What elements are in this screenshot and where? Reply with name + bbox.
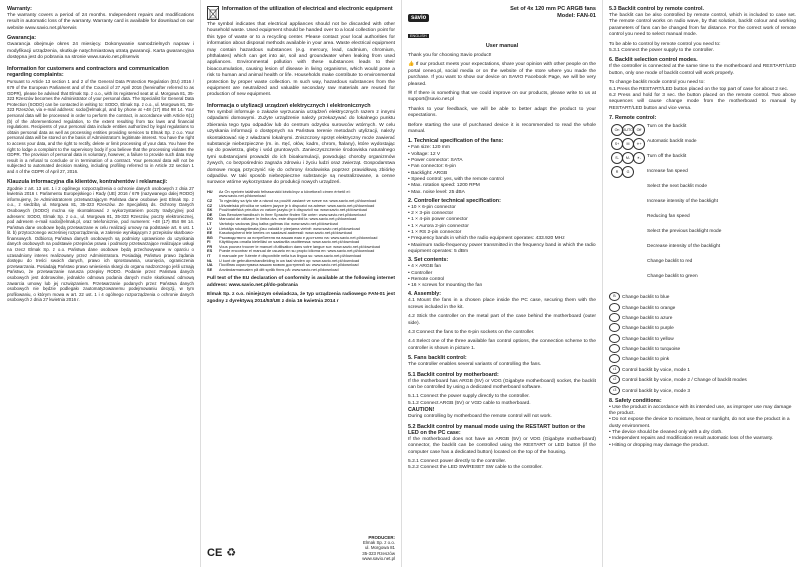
opinion-text: [408, 62, 596, 88]
list-item: • 10 × 6-pin connector: [408, 205, 596, 211]
producer-line: Elmak Sp. z o.o.: [363, 540, 395, 546]
remote-button: [609, 303, 620, 312]
remote-button-label: Turn off the backlit: [647, 154, 687, 160]
recycle-icon: ♻: [226, 547, 237, 559]
list-item: • 1 × RS 2-pin connector: [408, 230, 596, 236]
remote-button-label: Change backlit to orange: [622, 305, 676, 311]
remote-button-label: Control backlit by voice, mode 3: [622, 388, 690, 394]
language-code: SE: [207, 266, 213, 272]
list-item: • Frequency bands in which the radio equipment operates: 433.920 MHz: [408, 236, 596, 242]
producer-line: PRODUCER:: [368, 534, 395, 540]
remote-button-label: Control backlit by voice, mode 2 / Change of backlit modes: [622, 377, 747, 383]
remote-button: G: [622, 166, 634, 178]
info-pl-heading: Klauzula informacyjna dla klientów, kontrahentów i reklamacji:: [7, 178, 168, 185]
mb-control-text: If the motherboard has ARGB (5V) or VDG (Gigabyte motherboard) socket, the backlit can be controlled by using a dedicated motherboard software.: [408, 378, 596, 391]
fan-spec-heading: 1. Technical specification of the fans:: [408, 138, 504, 145]
remote-diagram: [609, 122, 796, 292]
language-text: Lietotāja rokasgrāmata jūsu valodā ir pieejama vietnē: www.savio.net.pl/download: [219, 225, 360, 231]
remote-button-label: Increase intensity of the backlight: [647, 199, 718, 205]
weee-pl-text: Ten symbol informuje o zakazie wyrzucania urządzeń elektrycznych razem z innymi odpadami domowymi. Zużyte urządzenie należy przekazywać do lokalnego punktu zbierania tego typu odpadów lub do centrum odzysku surowców wtórnych. W celu uzyskania informacji o dostępnych na Państwa terenie metodach utylizacji, należy skontaktować się z władzami lokalnymi. Zniszczony sprzęt elektryczny może zawierać substancje niebezpieczne (m. in. rtęć, ołów, kadm, chrom, ftalany), które wydostając się do powietrza, gleby i wód gruntowych. Zanieczyszczenie środowiska naturalnego tymi substancjami prowadzi do ich bioakumulacji, powodując choroby organizmów żywych, co bezpośrednio zagraża zdrowiu i życiu ludzi oraz zwierząt. Gospodarstwa domowe mogą przyczynić się do ochrony środowiska poprzez prawidłową zbiórkę odpadów. W taki sposób niebezpieczne substancje są neutralizowane, a cenne surowce wtórne wykorzystane do produkcji nowych urządzeń.: [207, 109, 395, 186]
remote-button-label: Change backlit to pink: [622, 357, 670, 363]
list-item: • Fan size: 120 mm: [408, 145, 596, 151]
language-text: Посібник користувача вашою мовою доступний за: www.savio.net.pl/download: [219, 262, 359, 268]
manual-control-heading: 5.2 Backlit control by manual mode using the RESTART button or the LED on the PC case:: [408, 423, 586, 436]
remote-button-label: Change backlit to turquoise: [622, 346, 681, 352]
remote-button-label: Control backlit by voice, mode 1: [622, 367, 690, 373]
declaration-pl: Elmak Sp. z o.o. niniejszym oświadcza, że typ urządzenia radiowego FAN-01 jest zgodny z dyrektywą 2014/53/UE z dnia 16 kwietnia 2014 r: [207, 292, 395, 304]
list-item: • Fan connector: 6-pin: [408, 164, 596, 170]
remote-color-row: [609, 292, 796, 302]
list-item: • 1 × 4-pin power connector: [408, 217, 596, 223]
savio-logo: savio: [408, 14, 429, 22]
step-522: 5.2.2 Connect the LED SW/RESET SW cable to the controller.: [408, 465, 543, 471]
safety-item: • Do not expose the device to moisture, heat or sunlight, do not use the product in a dusty environment.: [609, 417, 796, 430]
product-title: Set of 4x 120 mm PC ARGB fans: [510, 6, 596, 12]
backlit-control-heading: 5. Fans backlit control:: [408, 355, 467, 362]
language-code: RO: [207, 216, 213, 222]
remote-button: AUTO: [622, 124, 634, 136]
remote-button-label: Change backlit to azure: [622, 315, 673, 321]
language-text: Uživatelská příručka ve vašem jazyce je k dispozici na adrese: www.savio.net.pl/download: [219, 202, 375, 208]
language-code: UA: [207, 262, 213, 268]
safety-item: • Hitting or dropping may damage the product.: [609, 443, 796, 449]
language-code: ES: [207, 248, 213, 254]
caution-text: During controlling by motherboard the remote control will not work.: [408, 414, 552, 420]
language-code: LV: [207, 225, 212, 231]
list-item: • Voltage: 12 V: [408, 152, 596, 158]
language-list: [207, 190, 395, 273]
set-contents-heading: 3. Set contents:: [408, 257, 449, 264]
set-contents-list: [408, 264, 596, 289]
remote-color-row: [609, 323, 796, 333]
safety-list: [609, 405, 796, 449]
user-manual-title: User manual: [485, 43, 519, 49]
info-en-text: Pursuant to Article 13 section 1 and 2 of the General Data Protection Regulation (EU) 2016 / 679 of the European Parliament and of the Council of 27 April 2016 (hereinafter referred to as GDPR), please be advised that Elmak Sp. z o.o., with its registered seat at ul. Morgowa 81, 35-323 Rzeszów becomes the Administrator of your personal data. The Specialist for General Data Protection (SODO) can be contacted in writing to: SODO, Elmak Sp. z o.o., ul. Morgowa 81, 35-323 Rzeszów, via e-mail address: sodo@elmak.pl, and by phone at +48 (17) 854 98 14. Your personal data will be processed in order to perform the contract, in accordance with Article 6(1)(b) of the aforementioned regulation, to the extent resulting from tax laws and financial regulations. Recipients of your personal data include entities authorized by legal regulations to obtain personal data as well as processing entities providing services to Elmak Sp. z o.o. Your personal data will be stored on the basis of Administrator's legitimate interest. You have the right to access your data, and the right to rectify, delete or limit processing of your data. You have the right to lodge a complaint to the supervisory body if you believe that the processing violates the GDPR. The provision of personal data is voluntary, however, a failure to provide such data may result in a refusal to conclude or in termination of a contract. Your personal data will not be subjected to automated decision making, including profiling referred to in Article 22 section 1 and 4 of the GDPR of April 27, 2016.: [7, 79, 194, 174]
remote-color-row: [609, 303, 796, 313]
remote-button: [609, 313, 620, 322]
info-pl-text: Zgodnie z art. 13 ust. 1 i 2 ogólnego rozporządzenia o ochronie danych osobowych z dnia 27 kwietnia 2016 r. Parlamentu Europejskiego i Rady (UE) 2016 / 679 (nazywanego dalej RODO) informujemy, że Administratorem przetwarzającym Państwa dane osobowe jest Elmak Sp. z o.o., z siedzibą ul. Morgowa 81, 35-323 Rzeszów. Ze Specjalistą ds. Ochrony Danych Osobowych (SODO) można się skontaktować z wykorzystaniem poczty tradycyjnej pod adresem: SODO, Elmak Sp. z o.o., ul. Morgowa 81, 35-323 Rzeszów, poczty elektronicznej, pod adresem e-mail sodo@elmak.pl, oraz telefonicznie, pod numerem: +48 (17) 854 98 14. Państwa dane osobowe będą przetwarzane w celu realizacji umowy na podstawie art. 6 ust. 1 lit. b) przytoczonego wcześniej rozporządzenia, w zakresie wynikającym z przepisów skarbowo-finansowych. Odbiorcą Państwa danych osobowych są podmioty uprawnione do uzyskania danych osobowych na podstawie przepisów prawa i podmioty przetwarzające realizujące usługi na rzecz Elmak Sp. z o.o. Państwa dane osobowe będą przechowywane w oparciu o uzasadniony interes realizowany przez Administratora. Posiadają Państwo prawo żądania dostępu do treści swoich danych, prawo ich sprostowania, usunięcia, ograniczenia przetwarzania. Posiadają Państwo prawo wniesienia skargi do organu nadzorczego jeśli uznają Państwo, że przetwarzanie narusza przepisy RODO. Podanie przez Państwa danych osobowych jest dobrowolne, jednakże odmowa podania danych może skutkować odmową zawarcia umowy lub jej rozwiązaniem. Przetwarzanie podanych przez Państwa danych osobowych nie będzie podlegało zautomatyzowanemu podejmowaniu decyzji, w tym profilowaniu, o którym mowa w art. 22 ust. 1 i 4 ogólnego rozporządzenia o ochronie danych osobowych z dnia 27 kwietnia 2016 r.: [7, 185, 194, 303]
remote-button: [609, 334, 620, 343]
list-item: • Controller: [408, 271, 596, 277]
remote-color-row: [609, 344, 796, 354]
remote-button: [609, 344, 620, 353]
warranty-pl-text: Gwarancja obejmuje okres 24 miesięcy. Dokonywanie samodzielnych napraw i modyfikacji urządzenia, skutkuje natychmiastową utratą gwarancji. Karta gwarancyjna dostępna jest do pobrania na stronie www.savio.net.pl/serwis: [7, 42, 194, 61]
mode-selection-text: If the controller is connected at the same time to the motherboard and RESTART/LED button, only one mode of backlit control will work properly.: [609, 64, 796, 76]
list-item: • Max. rotation speed: 1200 RPM: [408, 183, 596, 189]
weee-pl-heading: Informacja o utylizacji urządzeń elektrycznych i elektronicznych: [207, 102, 371, 109]
list-item: • 1 × Aurora 2-pin connector: [408, 224, 596, 230]
remote-button: ♪3: [609, 386, 620, 395]
crossed-bin-icon: [207, 6, 219, 20]
backlit-intro: The controller enables several variants of controlling the fans.: [408, 362, 542, 368]
thanks-text: Thank you for choosing Savio product!: [408, 53, 492, 58]
caution-heading: CAUTION!: [408, 407, 435, 414]
column-weee: [201, 0, 401, 567]
list-item: • Max. noise level: 25 dBA: [408, 190, 596, 196]
language-text: Vartotojo vadovas jūsų kalba galimas čia: www.savio.net.pl/download: [219, 220, 338, 226]
language-text: Käyttöopas omalla kielelläsi on saatavilla osoitteessa: www.savio.net.pl/download: [219, 239, 360, 245]
declaration-en: Full text of the EU declaration of conformity is available at the following internet address: www.savio.net.pl/do-pobrania: [207, 276, 395, 288]
remote-button: Off: [633, 124, 645, 136]
remote-control-text: The backlit can be also controlled by remote control, which is included to case set. The remote control works on radio wave, by that solution, backlit colour and working parameters of fans can be changed from far distance. For the correct work of remote control you need to select manual mode.: [609, 13, 796, 38]
mode-selection-heading: 6. Backlit selection control modes.: [609, 57, 698, 64]
improve-body: If there is something that we could improve on our products, please write to us at support@savio.net.pl: [408, 91, 596, 103]
language-text: Používateľská príručka vo vašom jazyku je k dispozícii na: www.savio.net.pl/download: [219, 207, 367, 213]
language-text: Ръководството за потребителя на вашия език е достъпно на: www.savio.net.pl/download: [219, 234, 378, 240]
language-code: BG: [207, 234, 213, 240]
safety-item: • Use the product in accordance with its intended use, as improper use may damage the product.: [609, 405, 796, 418]
column-warranty-gdpr: [0, 0, 200, 567]
language-text: Kasutusjuhend teie keeles on saadaval aadressil: www.savio.net.pl/download: [219, 230, 353, 236]
list-item: • 4 × ARGB fan: [408, 264, 596, 270]
producer-line: www.savio.net.pl: [362, 555, 395, 561]
column-manual-en: [402, 0, 602, 567]
step-531: 5.3.1 Connect the power supply to the controller.: [609, 48, 714, 54]
remote-button: M-: [622, 152, 634, 164]
remote-button: ☀-: [633, 152, 645, 164]
language-code: FR: [207, 243, 213, 249]
remote-control-text-2: To be able to control by remote control you need to:: [609, 41, 721, 47]
language-code: NL: [207, 257, 213, 263]
language-text: Vous pouvez trouver le manuel d'utilisation dans votre langue sur: www.savio.net.pl/download: [219, 243, 381, 249]
list-item: • 16 × screws for mounting the fan: [408, 283, 596, 289]
assembly-step: 4.1 Mount the fans in a chosen place inside the PC case, securing them with the screws included in the kit.: [408, 298, 596, 310]
assembly-heading: 4. Assembly:: [408, 291, 442, 298]
remote-button: S-: [611, 152, 623, 164]
language-code: CZ: [207, 202, 213, 208]
language-text: Användarmanualen på ditt språk finns på: www.savio.net.pl/download: [219, 266, 339, 272]
language-code: CZ: [207, 197, 213, 203]
remote-button: R: [611, 166, 623, 178]
step-61: 6.1 Press the RESTART/LED button placed on the top part of case for about 2 sec.: [609, 86, 789, 92]
list-item: • Power connector: SATA: [408, 158, 596, 164]
language-text: U kunt de gebruikershandleiding in uw taal vinden op: www.savio.net.pl/download: [219, 257, 360, 263]
info-en-heading: Information for customers and contractors and communication regarding complaints:: [7, 66, 169, 79]
remote-color-row: [609, 386, 796, 396]
mode-selection-text-2: To change backlit mode control you need to:: [609, 80, 705, 86]
product-model: Model: FAN-01: [557, 12, 596, 19]
remote-color-row: [609, 313, 796, 323]
remote-button-label: Change backlit to yellow: [622, 336, 674, 342]
remote-button-label: Change backlit to purple: [622, 326, 674, 332]
list-item: • Speed control: yes, with the remote control: [408, 177, 596, 183]
warranty-en-heading: Warranty:: [7, 6, 32, 12]
remote-button-label: Turn on the backlit: [647, 124, 687, 130]
remote-control-heading: 5.3 Backlit control by remote control.: [609, 6, 704, 12]
mail-icon: ✉: [408, 91, 414, 97]
language-text: Il manuale per l'utente è disponibile nella tua lingua su: www.savio.net.pl/download: [219, 253, 362, 259]
like-icon: 👍: [408, 62, 416, 68]
remote-button: [609, 354, 620, 363]
safety-item: • The device should be cleaned only with a dry cloth.: [609, 430, 796, 436]
list-item: • Remote control: [408, 277, 596, 283]
step-521: 5.2.1 Connect power directly to the controller.: [408, 458, 507, 464]
language-code: EE: [207, 230, 213, 236]
list-item: • Backlight: ARGB: [408, 171, 596, 177]
remote-color-list: [609, 292, 796, 396]
remote-button: On: [611, 124, 623, 136]
remote-button: ♪2: [609, 375, 620, 384]
remote-button-label: Decrease intensity of the backlight: [647, 244, 721, 250]
language-text: To nyjedzky sa tyto ste a návod na použití zaslané ve sveze na: www.savio.net.pl/download: [219, 197, 377, 203]
remote-button-label: Select the next backlit mode: [647, 184, 707, 190]
manual-control-text: If the motherboard does not have an ARGB (5V) or VDG (Gigabyte motherboard) connector, the backlit can be controlled using the RESTART or LED button (if the computer case has a dedicated button) located on the top of the housing.: [408, 436, 596, 455]
warranty-en-text: The warranty covers a period of 24 months. Independent repairs and modifications result in automatic loss of the warranty. Warranty card is available for download on our website www.savio.net.pl/serwis: [7, 13, 194, 31]
assembly-step: 4.2 Stick the controller on the metal part of the case behind the motherboard (outer side).: [408, 314, 596, 326]
fan-spec-list: [408, 145, 596, 195]
warranty-pl-heading: Gwarancja:: [7, 35, 37, 42]
producer-line: 35-323 Rzeszów: [362, 550, 395, 556]
assembly-step: 4.4 Select one of the three available fan control options, the connection scheme to the controller is shown in picture 1.: [408, 339, 596, 351]
remote-button: S+: [611, 138, 623, 150]
mb-control-heading: 5.1 Backlit control by motherboard:: [408, 371, 499, 378]
remote-color-row: [609, 334, 796, 344]
opinion-body: If our product meets your expectations, share your opinion with other people on the portal ceneo.pl, social media or on the website of the store where you made the purchase. If you want to show our device on SAVIO Facebook Page, we will be very pleased.: [408, 62, 596, 87]
remote-button: M: [622, 138, 634, 150]
improve-text: [408, 91, 596, 104]
remote-button-label: Change backlit to green: [647, 274, 698, 280]
list-item: • Maximum radio-frequency power transmitted in the frequency band in which the radio equipment operates: 5 dBm: [408, 243, 596, 256]
safety-heading: 8. Safety conditions:: [609, 397, 662, 404]
remote-button-label: Reducing fan speed: [647, 214, 690, 220]
language-code: LT: [207, 220, 212, 226]
remote-button-label: Select the previous backlight mode: [647, 229, 722, 235]
language-code: FI: [207, 239, 211, 245]
safety-item: • Independent repairs and modification result automatic loss of the warranty.: [609, 436, 796, 442]
remote-color-row: [609, 375, 796, 385]
language-text: Az Ön nyelvén található felhasználói kézikönyv a következő címen érhető el: www.savio.net.pl/download: [218, 188, 351, 199]
producer-line: ul. Morgowa 81: [364, 545, 395, 551]
controller-spec-heading: 2. Controller technical specification:: [408, 197, 501, 204]
remote-button-label: Change backlit to blue: [622, 295, 670, 301]
step-512: 5.1.2 Connect ARGB (5V) or VGD cable to motherboard.: [408, 400, 531, 406]
language-label: ENGLISH: [410, 34, 427, 38]
language-row: [207, 268, 395, 273]
assembly-step: 4.3 Connect the fans to the 6-pin sockets on the controller.: [408, 330, 535, 336]
remote-heading: 7. Remote control:: [609, 115, 657, 122]
remote-button-label: Automatic backlit mode: [647, 139, 697, 145]
ce-mark-icon: CE: [207, 547, 223, 559]
producer-block: [362, 535, 395, 561]
language-text: Das Benutzerhandbuch in Ihrer Sprache finden Sie unter: www.savio.net.pl/download: [219, 211, 366, 217]
controller-spec-list: [408, 205, 596, 255]
language-text: Manualul de utilizare în limba dvs. este disponibil la: www.savio.net.pl/download: [219, 216, 357, 222]
language-code: IT: [207, 253, 211, 259]
remote-button: B: [609, 292, 620, 301]
remote-color-row: [609, 365, 796, 375]
feedback-text: Thanks to your feedback, we will be able to better adapt the product to your expectations.: [408, 106, 596, 119]
step-62: 6.2 Press and hold for 3 sec. the button placed on the remote control. Two above sequences will cause change mode from the motherboard to manual by RESTART/LED button and vice versa.: [609, 93, 796, 111]
language-text: Puede encontrar el manual de usuario en su propio idioma en: www.savio.net.pl/download: [219, 248, 375, 254]
language-code: DE: [207, 211, 213, 217]
remote-button: ☀+: [633, 138, 645, 150]
remote-button-label: Change backlit to red: [647, 259, 693, 265]
remote-button: [609, 323, 620, 332]
list-item: • 2 × 3-pin connector: [408, 211, 596, 217]
remote-button: ♪1: [609, 365, 620, 374]
remote-button-label: Increase fan speed: [647, 169, 688, 175]
assembly-steps: [408, 298, 596, 352]
language-code: HU: [207, 188, 213, 194]
weee-heading: Information of the utilization of electrical and electronic equipment: [222, 6, 393, 12]
before-use-text: Before starting the use of purchased device it is recommended to read the whole manual.: [408, 122, 596, 135]
column-remote: [603, 0, 802, 567]
weee-en-text: The symbol indicates that electrical appliances should not be discarded with other household waste. Used equipment should be handed over to a local collection point for this type of waste or to a recycling center. Please contact your local authorities for information about disposal methods available in your area. Waste electrical equipment may contain hazardous substances (e.g. mercury, lead, cadmium, chromium, phthalates) which can get into air, soil and groundwater when leaking from used appliances. Environmental pollution with these substances leads to their bioaccumulation, causing lesion of disease in living organisms, which would pose a risk to human and animal health or life. Households make contribute to environmental protection by proper waste collection. In such way, hazardous substances from the equipment are neutralized and valuable secondary raw materials are reused for production of new equipment.: [207, 22, 395, 98]
remote-color-row: [609, 354, 796, 364]
step-511: 5.1.1 Connect the power supply directly to the controller.: [408, 394, 530, 400]
language-code: SK: [207, 207, 213, 213]
